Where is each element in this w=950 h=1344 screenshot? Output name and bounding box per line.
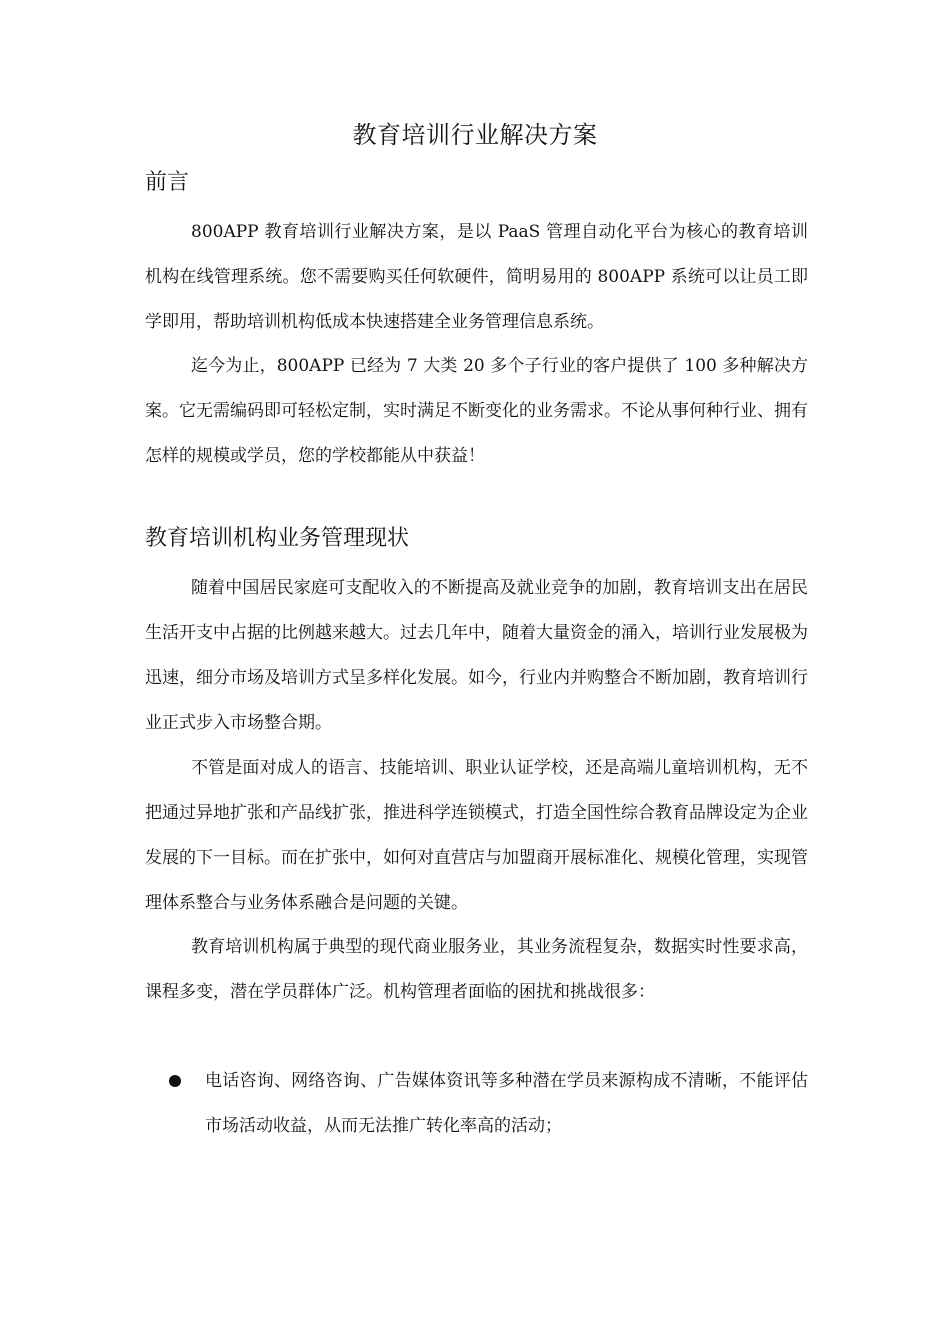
bullet-icon bbox=[169, 1075, 181, 1087]
list-item-text: 电话咨询、网络咨询、广告媒体资讯等多种潜在学员来源构成不清晰，不能评估市场活动收益，从而无法推广转化率高的活动； bbox=[205, 1071, 808, 1136]
document-title: 教育培训行业解决方案 bbox=[352, 121, 598, 149]
list-item bbox=[145, 1059, 808, 1149]
paragraph-status-3: 教育培训机构属于典型的现代商业服务业，其业务流程复杂，数据实时性要求高，课程多变，潜在学员群体广泛。机构管理者面临的困扰和挑战很多： bbox=[145, 937, 808, 1002]
paragraph-status-2: 不管是面对成人的语言、技能培训、职业认证学校，还是高端儿童培训机构，无不把通过异地扩张和产品线扩张，推进科学连锁模式，打造全国性综合教育品牌设定为企业发展的下一目标。而在扩张中，如何对直营店与加盟商开展标准化、规模化管理，实现管理体系整合与业务体系融合是问题的关键。 bbox=[145, 758, 808, 913]
paragraph-preface-1: 800APP 教育培训行业解决方案，是以 PaaS 管理自动化平台为核心的教育培训机构在线管理系统。您不需要购买任何软硬件，简明易用的 800APP 系统可以让员工即学即用，帮助培训机构低成本快速搭建全业务管理信息系统。 bbox=[145, 222, 808, 332]
paragraph-preface-2: 迄今为止，800APP 已经为 7 大类 20 多个子行业的客户提供了 100 多种解决方案。它无需编码即可轻松定制，实时满足不断变化的业务需求。不论从事何种行业、拥有怎样的规模或学员，您的学校都能从中获益！ bbox=[145, 356, 808, 466]
section-heading-preface: 前言 bbox=[145, 170, 190, 195]
challenge-list bbox=[145, 1059, 808, 1149]
section-heading-status: 教育培训机构业务管理现状 bbox=[145, 526, 410, 551]
paragraph-status-1: 随着中国居民家庭可支配收入的不断提高及就业竞争的加剧，教育培训支出在居民生活开支中占据的比例越来越大。过去几年中，随着大量资金的涌入，培训行业发展极为迅速，细分市场及培训方式呈多样化发展。如今，行业内并购整合不断加剧，教育培训行业正式步入市场整合期。 bbox=[145, 578, 808, 733]
